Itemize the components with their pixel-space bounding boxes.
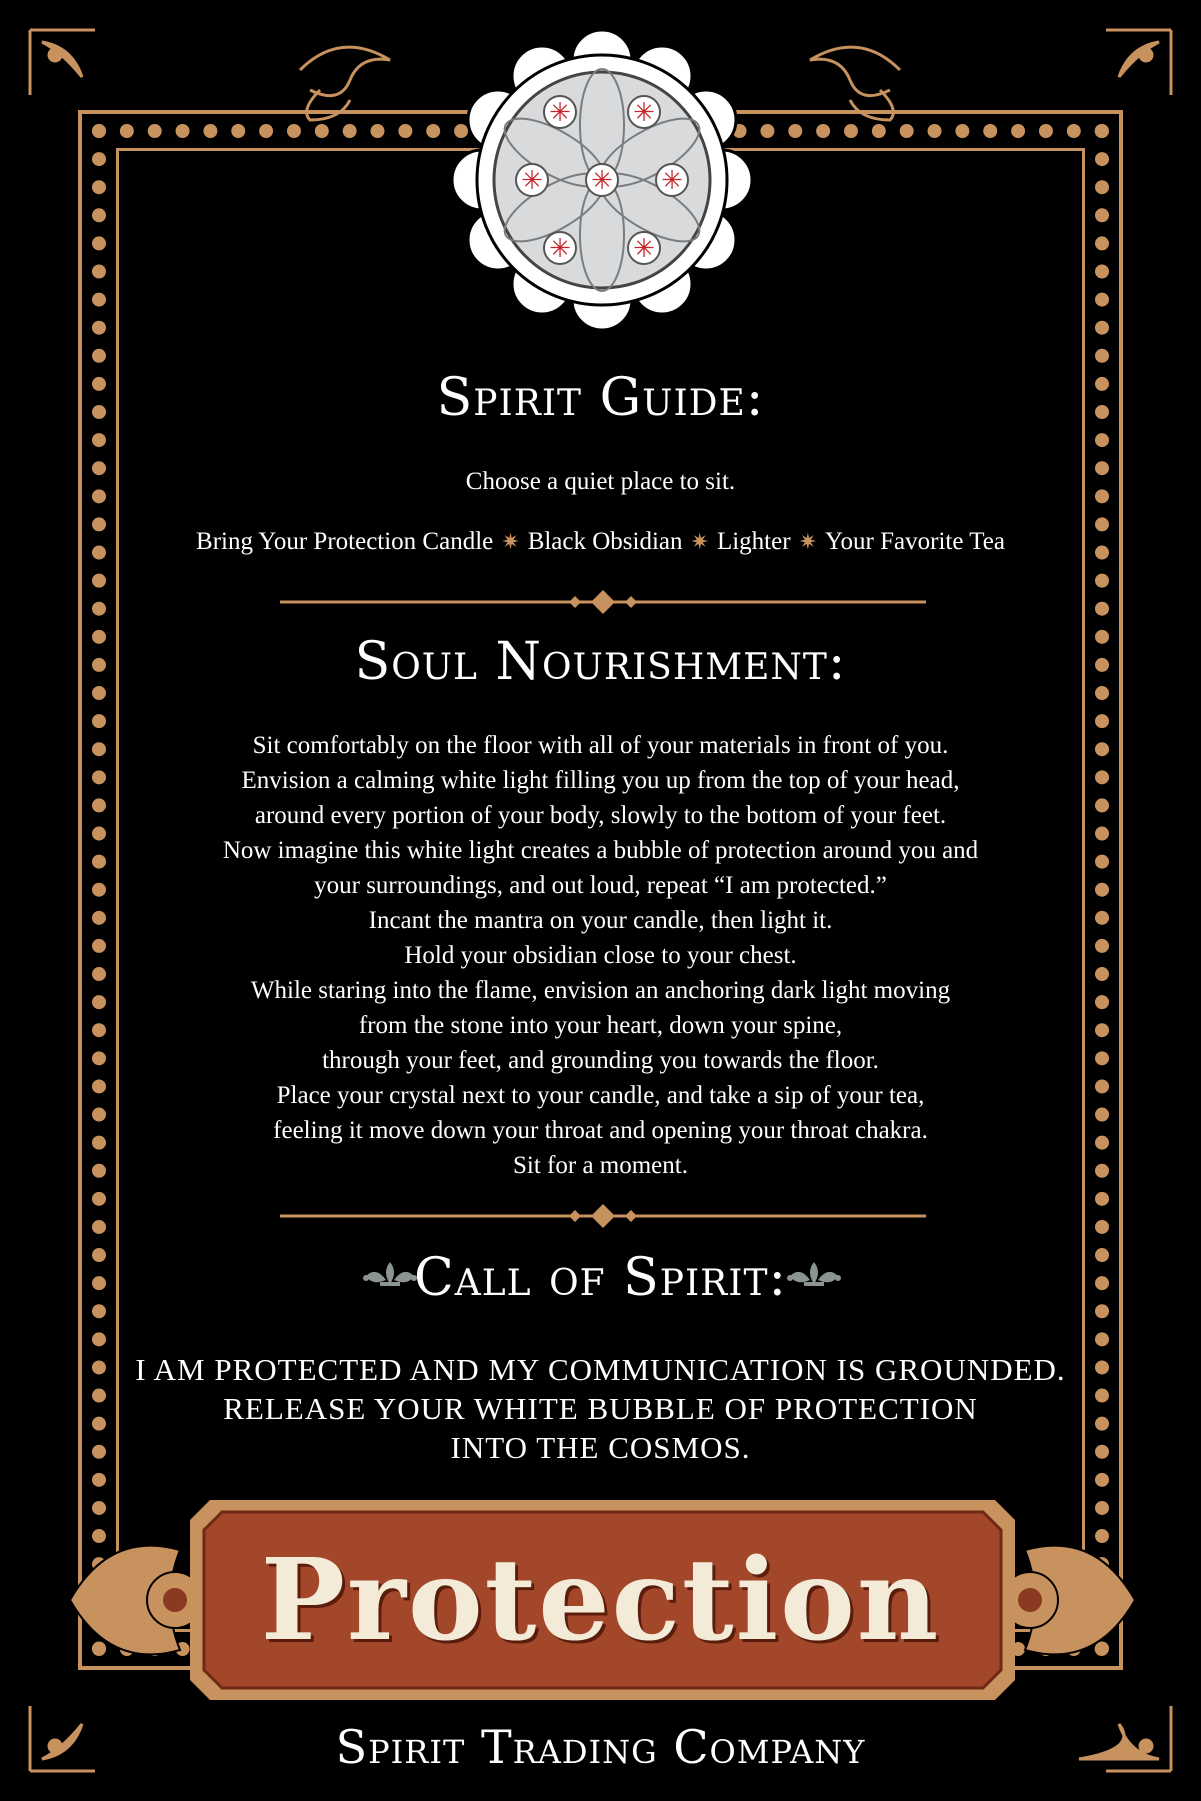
svg-text:✳: ✳ <box>549 98 571 128</box>
diamond-divider-icon <box>280 590 926 614</box>
soul-nourishment-body <box>130 728 1071 1183</box>
diamond-divider-icon <box>280 1204 926 1228</box>
svg-text:✳: ✳ <box>661 166 683 196</box>
fleur-de-lis-icon <box>786 1258 842 1298</box>
instruction-line: Envision a calming white light filling you up from the top of your head, <box>241 767 960 794</box>
instruction-line: Now imagine this white light creates a bubble of protection around you and <box>222 837 979 864</box>
star-icon: ✷ <box>690 529 709 554</box>
spirit-guide-instruction: Choose a quiet place to sit. <box>465 468 736 495</box>
svg-text:✳: ✳ <box>591 166 613 196</box>
material-item: Bring Your Protection Candle <box>196 528 494 555</box>
instruction-line: around every portion of your body, slowly to the bottom of your feet. <box>254 802 947 829</box>
materials-list <box>120 528 1081 556</box>
soul-nourishment-title: Soul Nourishment: <box>354 632 847 692</box>
instruction-line: through your feet, and grounding you towards the floor. <box>322 1047 879 1074</box>
instruction-line: your surroundings, and out loud, repeat “I am protected.” <box>314 872 887 899</box>
flower-medallion-icon <box>442 20 762 340</box>
instruction-line: While staring into the flame, envision an anchoring dark light moving <box>250 977 951 1004</box>
svg-text:✳: ✳ <box>633 234 655 264</box>
company-name: Spirit Trading Company <box>335 1720 866 1774</box>
instruction-line: from the stone into your heart, down your spine, <box>358 1012 843 1039</box>
instruction-line: feeling it move down your throat and opening your throat chakra. <box>273 1117 928 1144</box>
instruction-line: Incant the mantra on your candle, then light it. <box>368 907 833 934</box>
svg-text:✳: ✳ <box>549 234 571 264</box>
material-item: Your Favorite Tea <box>825 528 1005 555</box>
svg-text:✳: ✳ <box>521 166 543 196</box>
instruction-line: Sit for a moment. <box>513 1152 688 1179</box>
protection-title: Protection <box>260 1535 941 1666</box>
instruction-line: Hold your obsidian close to your chest. <box>404 942 797 969</box>
star-icon: ✷ <box>798 529 817 554</box>
spirit-guide-title: Spirit Guide: <box>436 368 765 428</box>
call-of-spirit-title: Call of Spirit: <box>413 1248 788 1308</box>
affirmation-line: I AM PROTECTED AND MY COMMUNICATION IS GROUNDED. <box>135 1352 1066 1387</box>
affirmation-line: RELEASE YOUR WHITE BUBBLE OF PROTECTION <box>223 1391 978 1426</box>
affirmation-line: INTO THE COSMOS. <box>450 1430 751 1465</box>
svg-text:✳: ✳ <box>633 98 655 128</box>
instruction-line: Sit comfortably on the floor with all of your materials in front of you. <box>252 732 949 759</box>
material-item: Black Obsidian <box>527 528 683 555</box>
star-icon: ✷ <box>501 529 520 554</box>
material-item: Lighter <box>716 528 791 555</box>
call-of-spirit-body <box>130 1350 1071 1467</box>
instruction-line: Place your crystal next to your candle, and take a sip of your tea, <box>276 1082 925 1109</box>
